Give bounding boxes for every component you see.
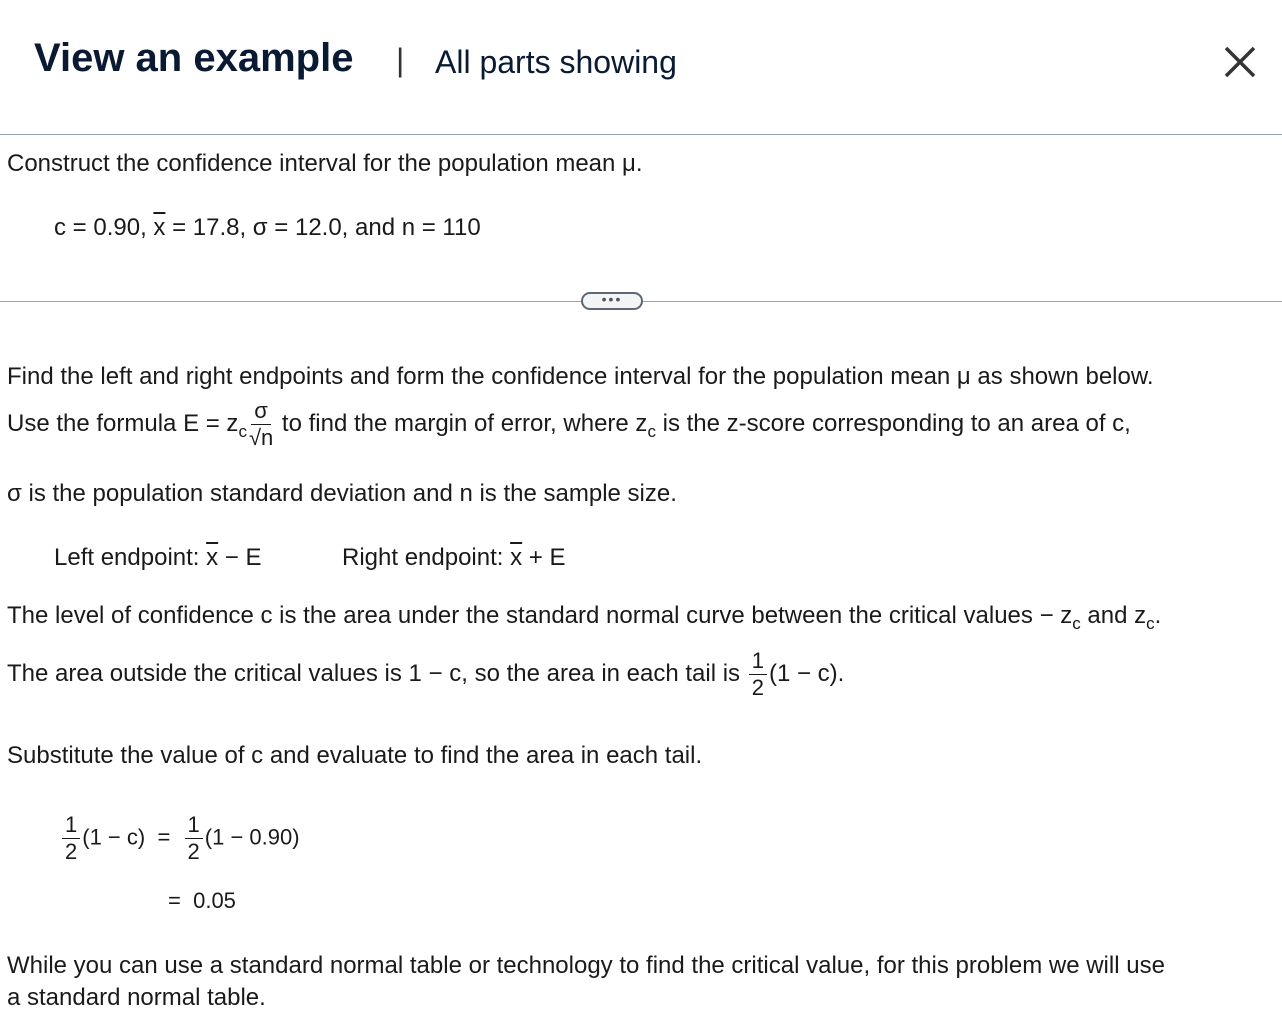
- page-title: View an example: [34, 36, 354, 80]
- tail-result: [168, 888, 236, 914]
- one-half: [185, 812, 203, 865]
- expr: + E: [522, 544, 566, 571]
- denominator: 2: [751, 675, 764, 700]
- equals: =: [168, 888, 181, 913]
- text: (1 − c).: [768, 659, 845, 687]
- formula-text: Use the formula E = z: [7, 409, 239, 437]
- label: Right endpoint:: [342, 544, 511, 571]
- rhs: (1 − 0.90): [204, 824, 300, 850]
- show-more-button[interactable]: •••: [581, 292, 643, 310]
- formula-text: to find the margin of error, where z: [275, 409, 648, 437]
- header-divider: [0, 134, 1282, 135]
- numerator: 1: [62, 812, 80, 839]
- xbar-symbol: $\overline{x}$: [206, 544, 219, 571]
- denominator: 2: [65, 839, 78, 864]
- denominator: 2: [187, 839, 200, 864]
- numerator: 1: [185, 812, 203, 839]
- numerator: σ: [251, 398, 271, 425]
- subscript: c: [1072, 614, 1081, 633]
- text: and z: [1080, 602, 1147, 629]
- tail-area-line: [7, 648, 844, 701]
- definition-line: σ is the population standard deviation and n is the sample size.: [7, 480, 677, 507]
- formula-text: is the z-score corresponding to an area of c,: [655, 409, 1131, 437]
- closing-line-2: a standard normal table.: [7, 984, 266, 1011]
- one-half: [749, 648, 767, 701]
- lhs: (1 − c): [82, 824, 146, 850]
- sigma-over-root-n: [249, 398, 273, 451]
- text: The area outside the critical values is 1 − c, so the area in each tail is: [7, 659, 747, 687]
- tail-equation: [60, 812, 300, 865]
- subscript: c: [238, 421, 247, 441]
- given-c: c = 0.90,: [54, 214, 147, 241]
- denominator: √n: [248, 425, 274, 450]
- step-intro: Find the left and right endpoints and form the confidence interval for the population mean μ as shown below.: [7, 363, 1154, 390]
- parts-status: All parts showing: [435, 44, 677, 80]
- substitute-line: Substitute the value of c and evaluate to find the area in each tail.: [7, 742, 703, 769]
- given-rest: = 17.8, σ = 12.0, and n = 110: [165, 214, 481, 241]
- confidence-line: [7, 602, 1161, 634]
- problem-givens: [54, 214, 481, 242]
- result: 0.05: [193, 888, 236, 913]
- subscript: c: [647, 421, 656, 441]
- formula-line: [7, 398, 1131, 451]
- xbar-symbol: $\overline{x}$: [153, 214, 166, 241]
- text: The level of confidence c is the area under the standard normal curve between the critical values − z: [7, 602, 1073, 629]
- expr: − E: [218, 544, 262, 571]
- numerator: 1: [749, 648, 767, 675]
- label: Left endpoint:: [54, 544, 207, 571]
- closing-line: While you can use a standard normal table or technology to find the critical value, for this problem we will use: [7, 952, 1165, 979]
- close-x-icon[interactable]: [1218, 40, 1262, 84]
- xbar-symbol: $\overline{x}$: [510, 544, 523, 571]
- right-endpoint: [342, 544, 565, 572]
- left-endpoint: [54, 544, 261, 572]
- one-half: [62, 812, 80, 865]
- equals: =: [157, 824, 171, 850]
- problem-statement: Construct the confidence interval for the population mean μ.: [7, 150, 643, 177]
- text: .: [1154, 602, 1162, 629]
- subscript: c: [1146, 614, 1155, 633]
- title-separator: |: [396, 42, 405, 78]
